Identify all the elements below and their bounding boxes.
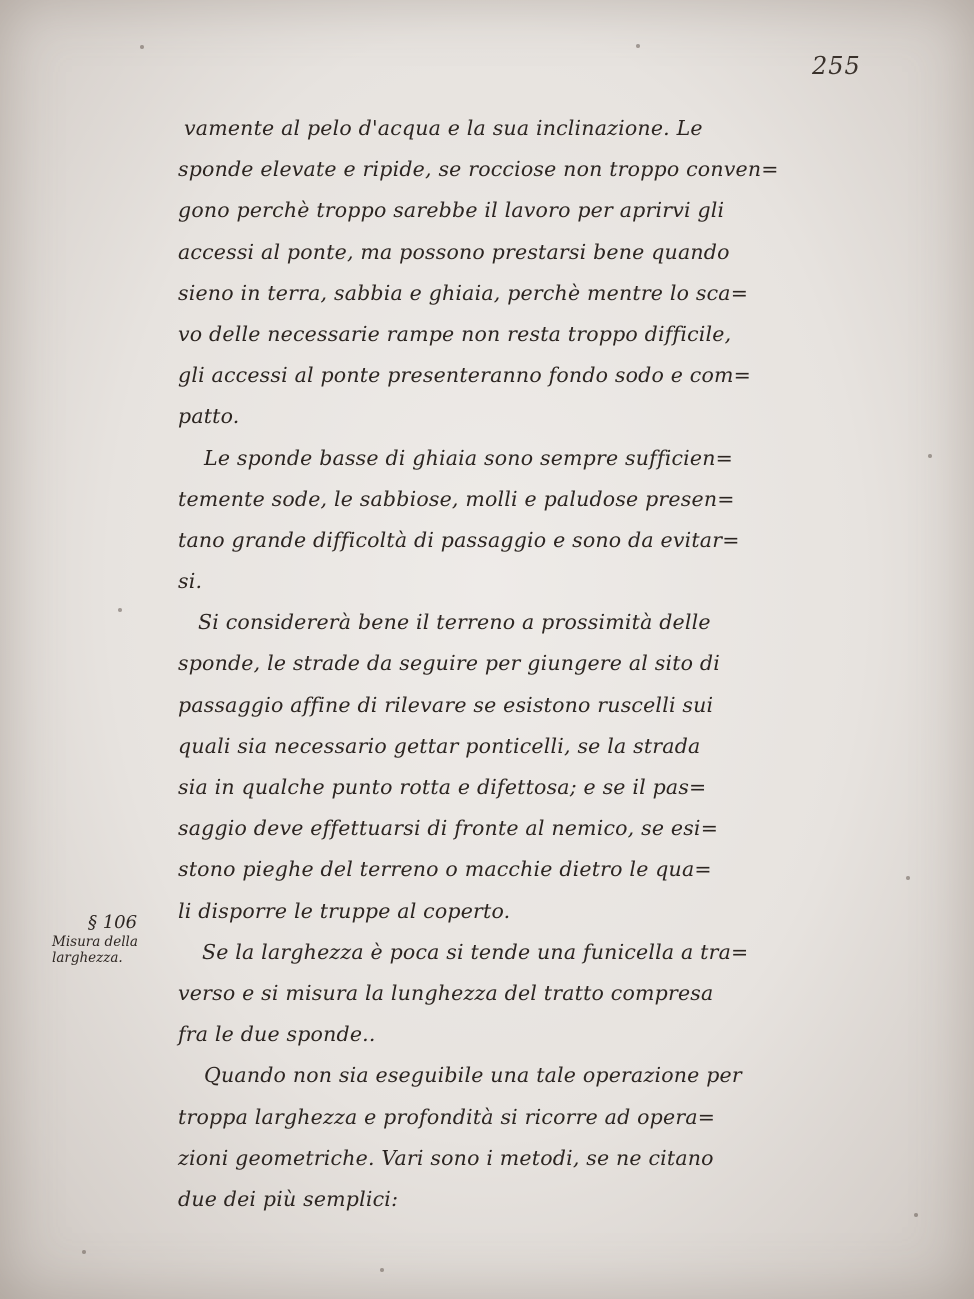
text-line: Si considererà bene il terreno a prossimità delle xyxy=(198,610,711,635)
text-line: sieno in terra, sabbia e ghiaia, perchè mentre lo sca= xyxy=(178,280,749,305)
text-line: gono perchè troppo sarebbe il lavoro per aprirvi gli xyxy=(178,198,725,223)
page-number: 255 xyxy=(812,52,861,80)
margin-title: larghezza. xyxy=(52,950,123,966)
text-line: li disporre le truppe al coperto. xyxy=(178,898,511,923)
paper-speck xyxy=(82,1250,86,1254)
text-line: due dei più semplici: xyxy=(178,1186,399,1211)
text-line: sia in qualche punto rotta e difettosa; e se il pas= xyxy=(178,775,707,799)
text-line: quali sia necessario gettar ponticelli, se la strada xyxy=(178,733,701,758)
text-line: saggio deve effettuarsi di fronte al nemico, se esi= xyxy=(178,816,719,841)
text-line: Se la larghezza è poca si tende una funicella a tra= xyxy=(202,939,749,964)
text-line: Quando non sia eseguibile una tale operazione per xyxy=(204,1063,742,1088)
text-line: stono pieghe del terreno o macchie dietro le qua= xyxy=(178,857,712,882)
paper-speck xyxy=(906,876,910,880)
body-text xyxy=(178,108,878,1220)
text-line: vo delle necessarie rampe non resta troppo difficile, xyxy=(178,321,732,346)
paper-speck xyxy=(928,454,932,458)
margin-title: Misura della xyxy=(52,934,138,950)
margin-section-number: § 106 xyxy=(88,912,138,933)
text-line: vamente al pelo d'acqua e la sua inclinazione. Le xyxy=(184,116,703,140)
text-line: patto. xyxy=(178,404,240,429)
text-line: gli accessi al ponte presenteranno fondo sodo e com= xyxy=(178,363,752,388)
text-line: verso e si misura la lunghezza del tratto compresa xyxy=(178,980,714,1005)
text-line: tano grande difficoltà di passaggio e sono da evitar= xyxy=(178,527,740,552)
text-line: Le sponde basse di ghiaia sono sempre sufficien= xyxy=(204,445,734,470)
text-line: troppa larghezza e profondità si ricorre ad opera= xyxy=(178,1104,716,1129)
text-line: accessi al ponte, ma possono prestarsi bene quando xyxy=(178,239,730,264)
text-line: zioni geometriche. Vari sono i metodi, se ne citano xyxy=(178,1145,714,1170)
paper-speck xyxy=(380,1268,384,1272)
text-line: si. xyxy=(178,569,203,594)
text-line: sponde, le strade da seguire per giungere al sito di xyxy=(178,651,720,676)
text-line: sponde elevate e ripide, se rocciose non troppo conven= xyxy=(178,157,779,182)
text-line: temente sode, le sabbiose, molli e paludose presen= xyxy=(178,486,735,511)
text-line: passaggio affine di rilevare se esistono ruscelli sui xyxy=(178,692,714,717)
paper-speck xyxy=(118,608,122,612)
paper-speck xyxy=(636,44,640,48)
text-line: fra le due sponde.. xyxy=(178,1022,376,1047)
paper-speck xyxy=(914,1213,918,1217)
paper-speck xyxy=(140,45,144,49)
margin-note xyxy=(52,912,177,966)
